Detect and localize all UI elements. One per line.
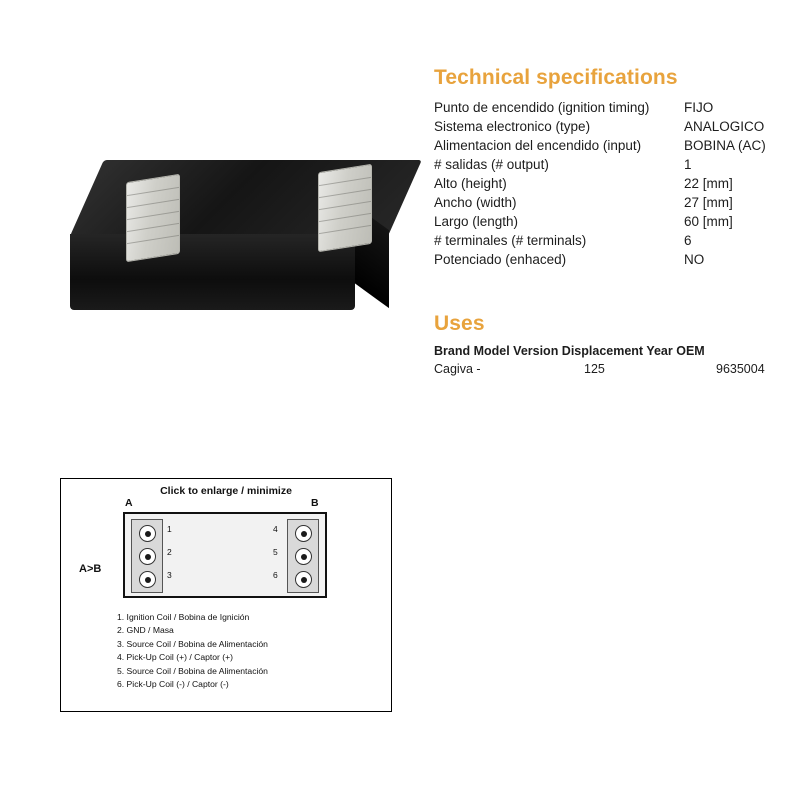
pin-number-5: 5 xyxy=(273,547,278,557)
spec-row xyxy=(434,250,784,269)
list-item: 3. Source Coil / Bobina de Alimentación xyxy=(117,638,268,649)
spec-row xyxy=(434,117,784,136)
connector-label-b: B xyxy=(311,497,319,509)
spec-row xyxy=(434,98,784,117)
spec-label: Ancho (width) xyxy=(434,195,517,210)
pin-6 xyxy=(295,571,312,588)
uses-title: Uses xyxy=(434,312,485,335)
uses-oem: 9635004 xyxy=(716,362,765,376)
pin-number-3: 3 xyxy=(167,570,172,580)
list-item: 2. GND / Masa xyxy=(117,625,174,636)
uses-table-header: Brand Model Version Displacement Year OEM xyxy=(434,344,705,358)
spec-value: 27 [mm] xyxy=(684,195,733,210)
spec-row xyxy=(434,212,784,231)
spec-label: Potenciado (enhaced) xyxy=(434,252,567,267)
cdi-front-highlight xyxy=(78,318,343,330)
spec-label: # salidas (# output) xyxy=(434,157,549,172)
connector-b-icon xyxy=(318,164,372,253)
spec-row xyxy=(434,193,784,212)
list-item: 4. Pick-Up Coil (+) / Captor (+) xyxy=(117,652,234,663)
pin-number-4: 4 xyxy=(273,524,278,534)
pin-number-6: 6 xyxy=(273,570,278,580)
connector-housing-outline xyxy=(123,512,327,598)
connector-label-a: A xyxy=(125,497,133,509)
pin-3 xyxy=(139,571,156,588)
list-item: 1. Ignition Coil / Bobina de Ignición xyxy=(117,612,250,622)
pinout-diagram[interactable] xyxy=(60,478,392,712)
spec-value: ANALOGICO xyxy=(684,119,765,134)
spec-label: # terminales (# terminals) xyxy=(434,233,587,248)
spec-value: FIJO xyxy=(684,100,714,115)
spec-row xyxy=(434,231,784,250)
list-item: 6. Pick-Up Coil (-) / Captor (-) xyxy=(117,679,229,690)
spec-value: 6 xyxy=(684,233,692,248)
spec-row xyxy=(434,174,784,193)
spec-label: Alto (height) xyxy=(434,176,507,191)
spec-row xyxy=(434,155,784,174)
uses-brand: Cagiva - xyxy=(434,362,481,376)
pin-number-1: 1 xyxy=(167,524,172,534)
direction-label: A>B xyxy=(79,563,102,575)
pin-legend xyxy=(117,611,387,691)
table-row xyxy=(434,362,784,380)
spec-value: NO xyxy=(684,252,705,267)
pin-number-2: 2 xyxy=(167,547,172,557)
click-to-enlarge-label[interactable]: Click to enlarge / minimize xyxy=(160,485,292,497)
pin-5 xyxy=(295,548,312,565)
spec-label: Sistema electronico (type) xyxy=(434,119,591,134)
spec-label: Largo (length) xyxy=(434,214,519,229)
spec-label: Punto de encendido (ignition timing) xyxy=(434,100,650,115)
pin-4 xyxy=(295,525,312,542)
list-item: 5. Source Coil / Bobina de Alimentación xyxy=(117,665,268,676)
pin-1 xyxy=(139,525,156,542)
spec-value: 22 [mm] xyxy=(684,176,733,191)
spec-value: 60 [mm] xyxy=(684,214,733,229)
pin-block-a xyxy=(131,519,163,593)
spec-value: BOBINA (AC) xyxy=(684,138,766,153)
specs-title: Technical specifications xyxy=(434,66,678,89)
uses-section xyxy=(434,312,784,380)
pin-block-b xyxy=(287,519,319,593)
product-image[interactable] xyxy=(60,100,410,350)
cdi-unit-illustration xyxy=(70,160,400,320)
cdi-front-face xyxy=(70,234,355,310)
spec-value: 1 xyxy=(684,157,692,172)
technical-specifications-section xyxy=(434,66,784,269)
spec-row xyxy=(434,136,784,155)
pin-2 xyxy=(139,548,156,565)
uses-displacement: 125 xyxy=(584,362,605,376)
connector-a-icon xyxy=(126,174,180,263)
spec-label: Alimentacion del encendido (input) xyxy=(434,138,642,153)
